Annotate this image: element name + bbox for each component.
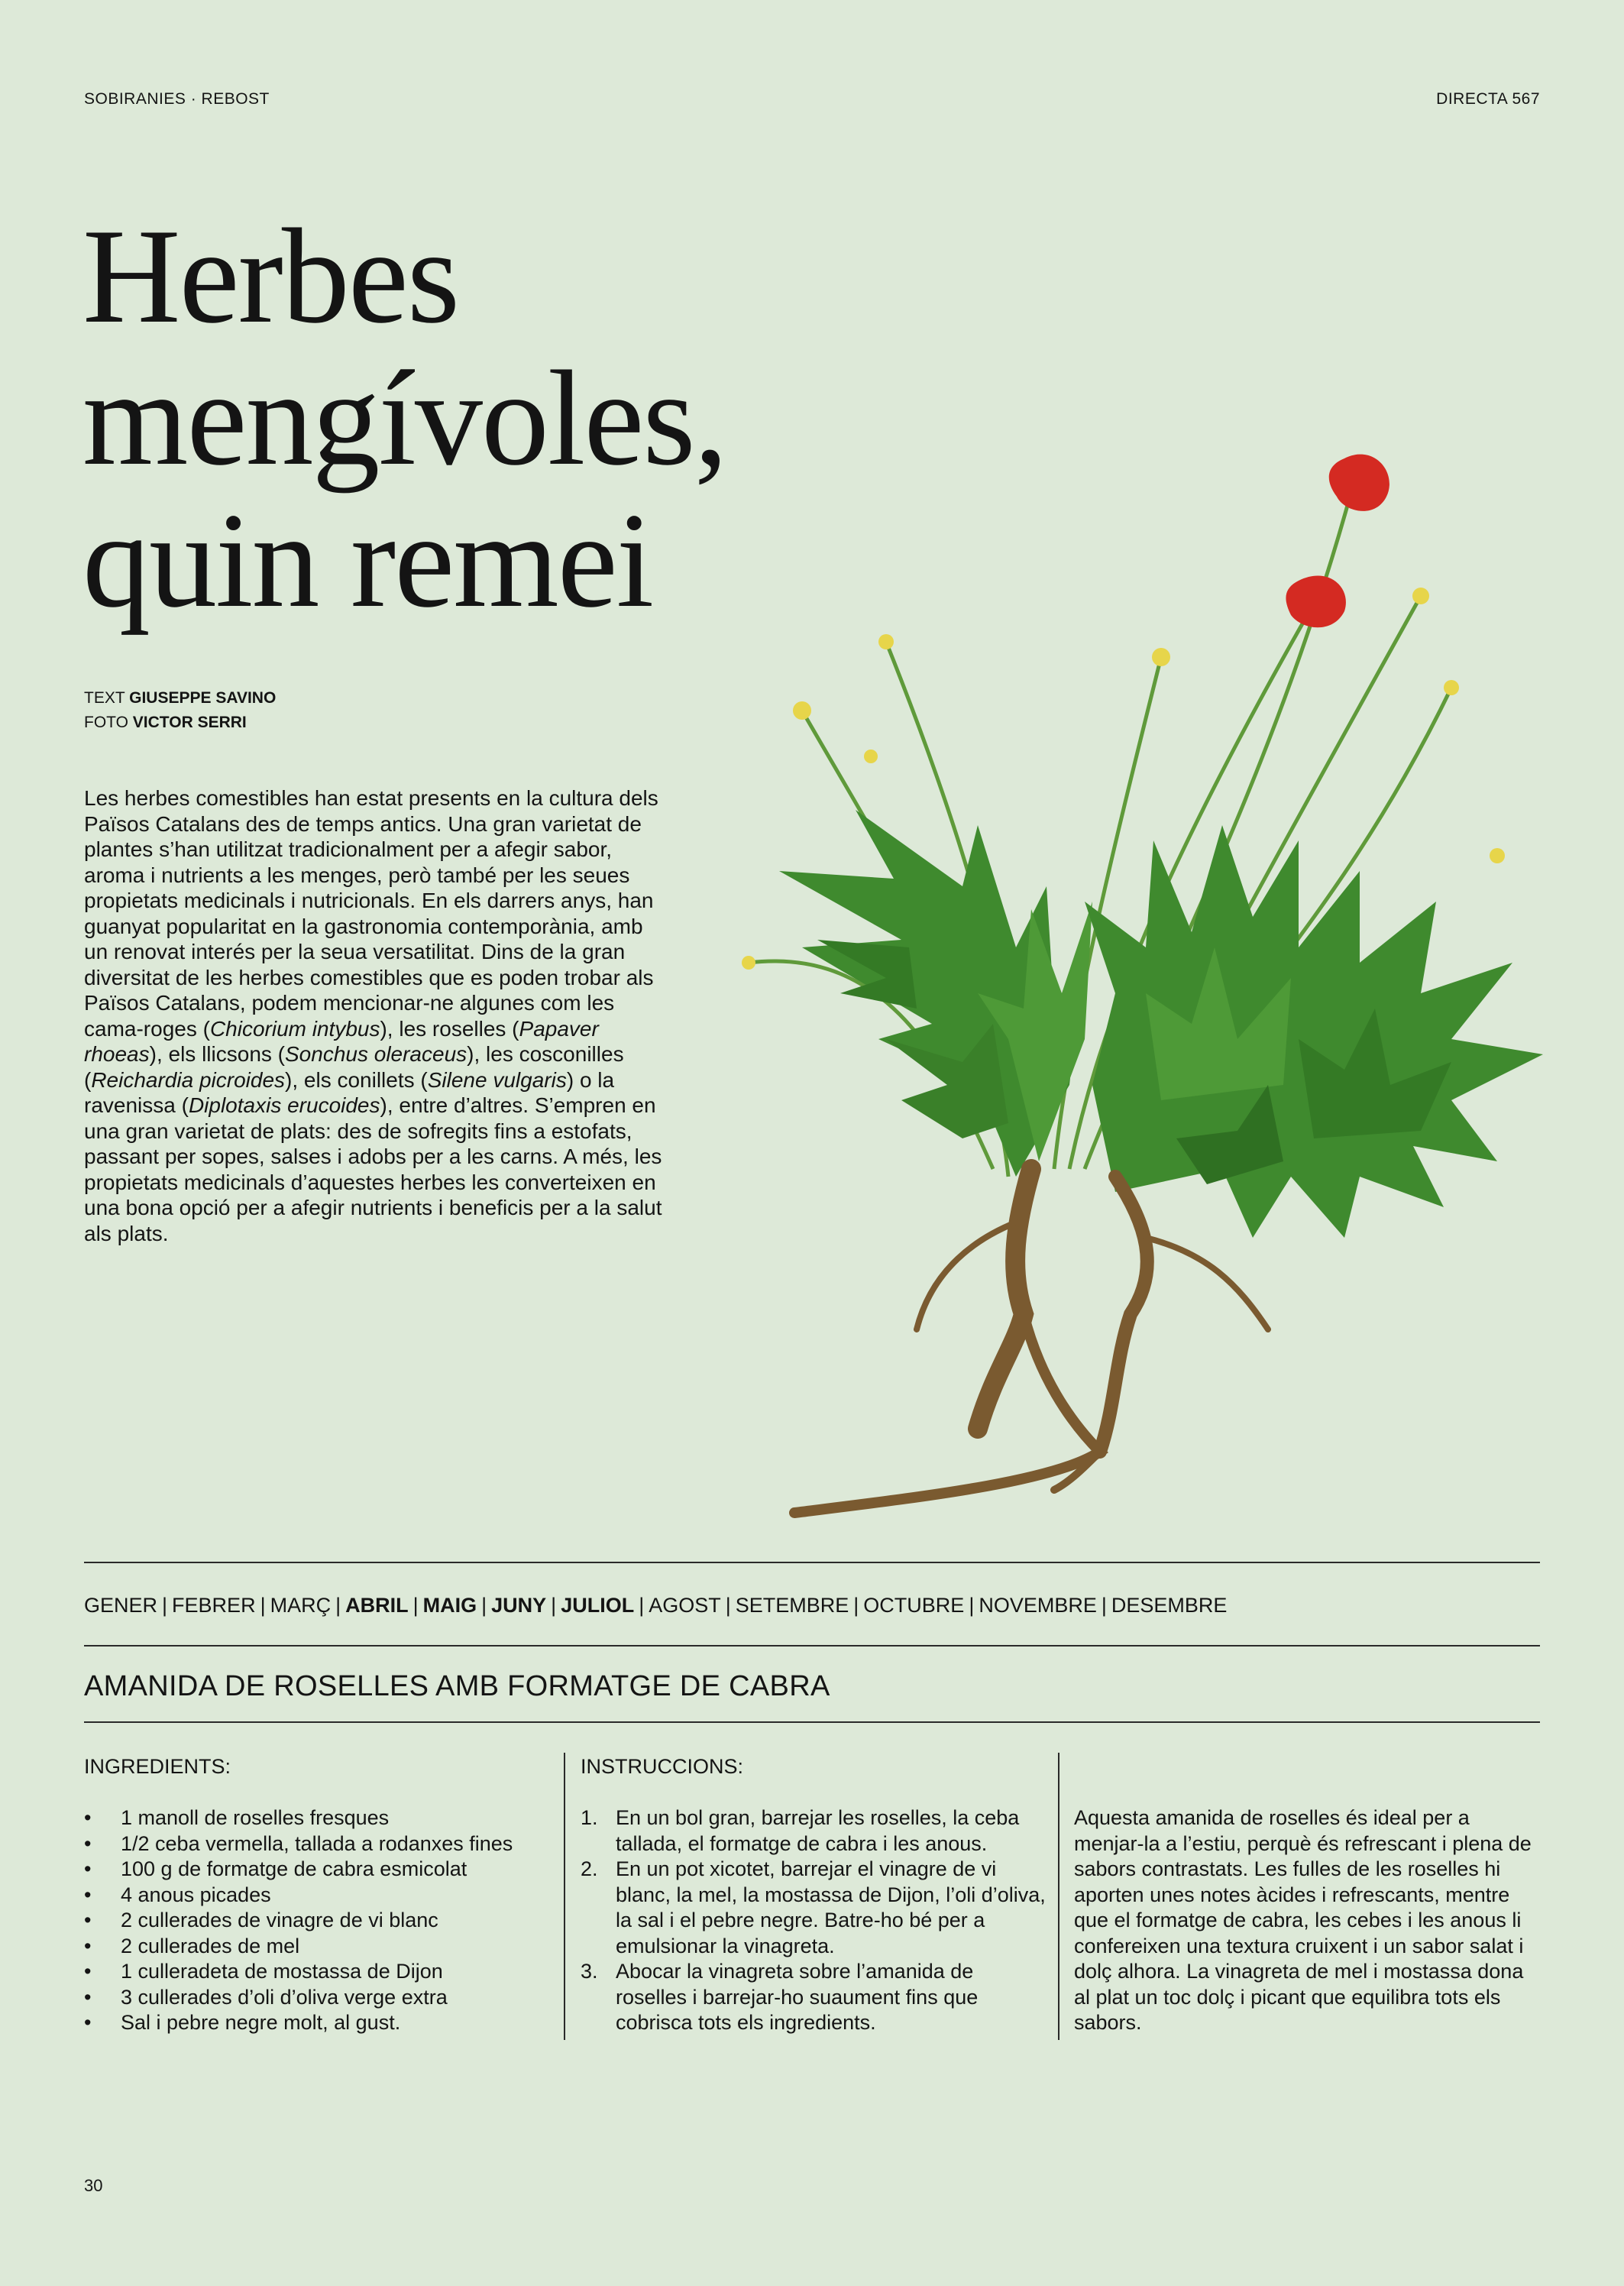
month-separator: | [481, 1594, 487, 1617]
month-separator: | [260, 1594, 266, 1617]
instructions-list [581, 1805, 1047, 2036]
step-text: En un pot xicotet, barrejar el vinagre de vi blanc, la mel, la mostassa de Dijon, l’oli d’oliva, la sal i el pebre negre. Batre-ho bé per a emulsionar la vinagreta. [616, 1857, 1046, 1957]
month-març: MARÇ [270, 1594, 332, 1617]
text-credit [84, 689, 276, 707]
issue-label: DIRECTA 567 [1436, 90, 1540, 108]
intro-text: ), els llicsons ( [149, 1042, 285, 1066]
step-number: 3. [581, 1960, 598, 1983]
ingredients-heading: INGREDIENTS: [84, 1755, 231, 1778]
step-text: Abocar la vinagreta sobre l’amanida de roselles i barrejar-ho suaument fins que cobrisca tots els ingredients. [616, 1960, 979, 2034]
roots [794, 1169, 1268, 1513]
recipe-note: Aquesta amanida de roselles és ideal per a menjar-la a l’estiu, perquè és refrescant i plena de sabors contrastats. Les fulles de les roselles hi aporten unes notes àcides i refrescants, mentre que el formatge de cabra, les cebes i les anous li confereixen una textura cruixent i un sabor salat i dolç alhora. La vinagreta de mel i mostassa dona al plat un toc dolç i picant que equilibra tots els sabors. [1074, 1806, 1532, 2034]
instructions-heading: INSTRUCCIONS: [581, 1755, 744, 1778]
month-juliol: JULIOL [561, 1594, 635, 1617]
intro-paragraph [84, 785, 672, 1246]
ingredient-item: • Sal i pebre negre molt, al gust. [84, 2010, 558, 2036]
month-separator: | [162, 1594, 168, 1617]
species-name: Papaver rhoeas [84, 1016, 599, 1066]
month-octubre: OCTUBRE [863, 1594, 965, 1617]
species-name: Silene vulgaris [427, 1067, 567, 1092]
month-agost: AGOST [649, 1594, 721, 1617]
title-line-3: quin remei [82, 484, 653, 636]
month-novembre: NOVEMBRE [979, 1594, 1097, 1617]
instruction-step [581, 1805, 1047, 1857]
step-number: 1. [581, 1806, 598, 1829]
leaf-cluster-left [779, 810, 1092, 1177]
species-name: Reichardia picroides [91, 1067, 286, 1092]
ingredients-list [84, 1805, 558, 2036]
ingredient-item: • 1 culleradeta de mostassa de Dijon [84, 1959, 558, 1985]
intro-text: ) o la ravenissa ( [84, 1067, 615, 1117]
instruction-step [581, 1857, 1047, 1959]
column-divider [1058, 1753, 1059, 2040]
month-maig: MAIG [422, 1594, 477, 1617]
intro-text: Les herbes comestibles han estat presents en la cultura dels Països Catalans des de temps antics. Una gran varietat de plantes s’han utilitzat tradicionalment per a afegir sabor, aroma i nutrients a les menges, però també per les seues propietats medicinals i nutricionals. En els darrers anys, han guanyat popularitat en la gastronomia contemporània, amb un renovat interés per la seua versatilitat. Dins de la gran diversitat de les herbes comestibles que es poden trobar als Països Catalans, podem mencionar-ne algunes com les cama-roges ( [84, 786, 658, 1041]
ingredient-item: • 4 anous picades [84, 1883, 558, 1909]
species-name: Diplotaxis erucoides [188, 1093, 380, 1117]
step-text: En un bol gran, barrejar les roselles, la ceba tallada, el formatge de cabra i les anous. [616, 1806, 1020, 1855]
column-divider [564, 1753, 565, 2040]
season-calendar [84, 1594, 1227, 1617]
divider-top [84, 1562, 1540, 1563]
month-febrer: FEBRER [172, 1594, 256, 1617]
intro-text: ), les roselles ( [380, 1016, 519, 1041]
ingredient-item: • 1 manoll de roselles fresques [84, 1805, 558, 1831]
month-gener: GENER [84, 1594, 158, 1617]
month-separator: | [551, 1594, 557, 1617]
photo-credit-label: FOTO [84, 714, 128, 731]
month-juny: JUNY [491, 1594, 547, 1617]
instruction-step [581, 1959, 1047, 2036]
species-name: Chicorium intybus [209, 1016, 380, 1041]
month-abril: ABRIL [345, 1594, 409, 1617]
month-separator: | [969, 1594, 975, 1617]
title-line-2: mengívoles, [82, 342, 727, 494]
recipe-title: AMANIDA DE ROSELLES AMB FORMATGE DE CABRA [84, 1670, 830, 1702]
intro-text: ), les cosconilles ( [84, 1042, 624, 1092]
photo-credit [84, 714, 247, 732]
page-number: 30 [84, 2176, 103, 2195]
ingredient-item: • 2 cullerades de mel [84, 1934, 558, 1960]
text-credit-label: TEXT [84, 689, 125, 707]
month-desembre: DESEMBRE [1111, 1594, 1228, 1617]
ingredient-item: • 2 cullerades de vinagre de vi blanc [84, 1908, 558, 1934]
month-separator: | [853, 1594, 859, 1617]
species-name: Sonchus oleraceus [285, 1042, 467, 1066]
month-separator: | [725, 1594, 731, 1617]
month-setembre: SETEMBRE [735, 1594, 849, 1617]
month-separator: | [412, 1594, 419, 1617]
month-separator: | [335, 1594, 341, 1617]
title-line-1: Herbes [82, 200, 459, 351]
month-separator: | [639, 1594, 645, 1617]
divider-middle [84, 1645, 1540, 1647]
step-number: 2. [581, 1857, 598, 1880]
ingredient-item: • 3 cullerades d’oli d’oliva verge extra [84, 1985, 558, 2011]
text-credit-author: GIUSEPPE SAVINO [129, 689, 277, 707]
photo-credit-author: VICTOR SERRI [132, 714, 247, 731]
herb-plant-illustration [687, 413, 1589, 1543]
month-separator: | [1101, 1594, 1107, 1617]
section-label: SOBIRANIES · REBOST [84, 90, 270, 108]
ingredient-item: • 100 g de formatge de cabra esmicolat [84, 1857, 558, 1883]
intro-text: ), els conillets ( [285, 1067, 428, 1092]
divider-bottom [84, 1721, 1540, 1723]
ingredient-item: • 1/2 ceba vermella, tallada a rodanxes fines [84, 1831, 558, 1857]
intro-text: ), entre d’altres. S’empren en una gran varietat de plats: des de sofregits fins a estofats, passant per sopes, salses i adobs per a les carns. A més, les propietats medicinals d’aquestes herbes les converteixen en una bona opció per a afegir nutrients i beneficis per a la salut als plats. [84, 1093, 662, 1245]
leaf-cluster-right [1085, 825, 1543, 1238]
